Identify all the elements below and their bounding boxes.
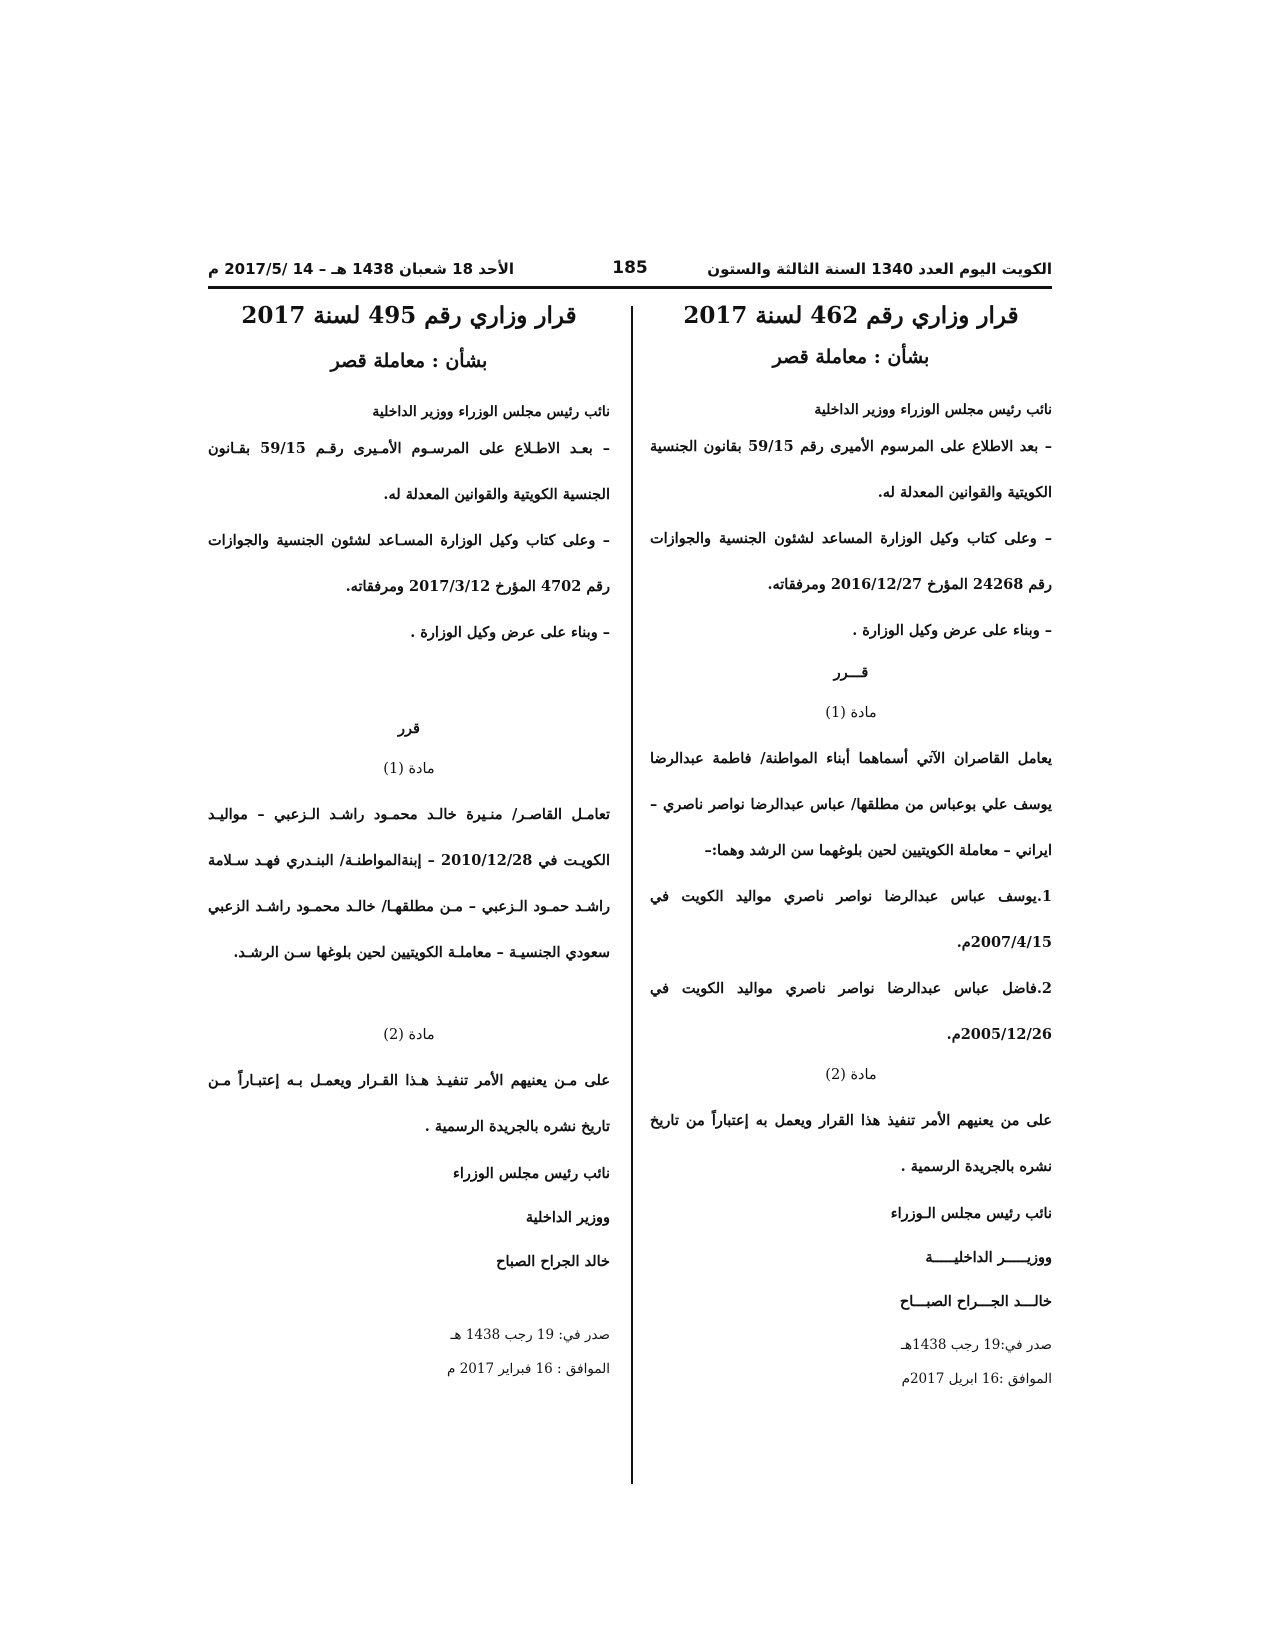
header-rule: [208, 286, 1052, 289]
running-header: [208, 254, 1052, 286]
decree-subject: بشأن : معاملة قصر: [772, 346, 930, 369]
column-divider: [631, 306, 633, 1484]
signature-line: خالـــد الجـــراح الصبـــاح: [899, 1293, 1052, 1311]
preamble-item: – وعلى كتاب وكيل الوزارة المسـاعد لشئون الجنسية والجوازات رقم 4702 المؤرخ 2017/3/12 ومرفقاته.: [208, 532, 610, 596]
corresponding-date: الموافق :16 ابريل 2017م: [901, 1371, 1052, 1388]
preamble-item: – بعد الاطلاع على المرسوم الأميرى رقم 59/15 بقانون الجنسية الكويتية والقوانين المعدلة له.: [650, 438, 1053, 502]
list-item: 2.فاضل عباس عبدالرضا نواصر ناصري مواليد الكويت في 2005/12/26م.: [650, 980, 1052, 1044]
publication-info: الكويت اليوم العدد 1340 السنة الثالثة والستون: [707, 260, 1052, 278]
decree-462: [650, 300, 1052, 1396]
preamble-item: – وبناء على عرض وكيل الوزارة .: [852, 622, 1052, 640]
decree-title: قرار وزاري رقم 495 لسنة 2017: [241, 302, 577, 329]
decree-495: [208, 300, 610, 1386]
decree-authority: نائب رئيس مجلس الوزراء ووزير الداخلية: [372, 404, 610, 421]
article-heading: مادة (1): [383, 761, 435, 778]
decided-heading: قـــرر: [833, 664, 869, 682]
decided-heading: قرر: [398, 720, 420, 738]
signature-line: نائب رئيس مجلس الـوزراء: [890, 1205, 1052, 1223]
page-number: 185: [612, 258, 648, 278]
article-text: على من يعنيهم الأمر تنفيذ هذا القرار ويعمل به إعتباراً من تاريخ نشره بالجريدة الرسمية .: [650, 1112, 1052, 1176]
article-text: على مـن يعنيهم الأمر تنفيـذ هـذا القـرار ويعمـل بـه إعتبـاراً مـن تاريخ نشره بالجريدة الرسمية .: [208, 1072, 610, 1136]
preamble-item: – وبناء على عرض وكيل الوزارة .: [410, 624, 610, 642]
decree-subject: بشأن : معاملة قصر: [330, 350, 488, 373]
article-heading: مادة (2): [825, 1067, 877, 1084]
signature-line: ووزير الداخلية: [525, 1209, 610, 1227]
preamble-item: – وعلى كتاب وكيل الوزارة المساعد لشئون الجنسية والجوازات رقم 24268 المؤرخ 2016/12/27 ومرفقاته.: [650, 530, 1052, 594]
signature-line: ووزيـــــر الداخليـــــة: [925, 1249, 1052, 1267]
signature-line: خالد الجراح الصباح: [496, 1253, 610, 1271]
article-text: يعامل القاصران الآتي أسماهما أبناء المواطنة/ فاطمة عبدالرضا يوسف علي بوعباس من مطلقها/ عباس عبدالرضا نواصر ناصري – ايراني – معاملة الكويتيين لحين بلوغهما سن الرشد وهما:–: [650, 750, 1052, 860]
article-text: تعامـل القاصـر/ منـيرة خالـد محمـود راشـد الـزعبي – مواليـد الكويـت في 2010/12/28 – إبنةالمواطنـة/ البنـدري فهـد سـلامة راشـد حمـود الـزعبي – مـن مطلقهـا/ خالـد محمـود راشـد الزعبي سعودي الجنسيـة – معاملـة الكويتيين لحين بلوغها سـن الرشـد.: [208, 806, 610, 962]
article-heading: مادة (2): [383, 1027, 435, 1044]
issued-date: صدر في:19 رجب 1438هـ: [901, 1337, 1052, 1354]
decree-title: قرار وزاري رقم 462 لسنة 2017: [683, 302, 1019, 329]
signature-line: نائب رئيس مجلس الوزراء: [453, 1165, 610, 1183]
issued-date: صدر في: 19 رجب 1438 هـ: [450, 1327, 610, 1344]
issue-date: الأحد 18 شعبان 1438 هـ – 14 /2017/5 م: [208, 260, 515, 278]
decree-authority: نائب رئيس مجلس الوزراء ووزير الداخلية: [814, 402, 1052, 419]
article-heading: مادة (1): [825, 705, 877, 722]
preamble-item: – بعـد الاطـلاع على المرسـوم الأمـيرى رقـم 59/15 بقـانون الجنسية الكويتية والقوانين المعدلة له.: [208, 440, 610, 504]
corresponding-date: الموافق : 16 فبراير 2017 م: [447, 1361, 610, 1378]
list-item: 1.يوسف عباس عبدالرضا نواصر ناصري مواليد الكويت في 2007/4/15م.: [650, 888, 1052, 952]
